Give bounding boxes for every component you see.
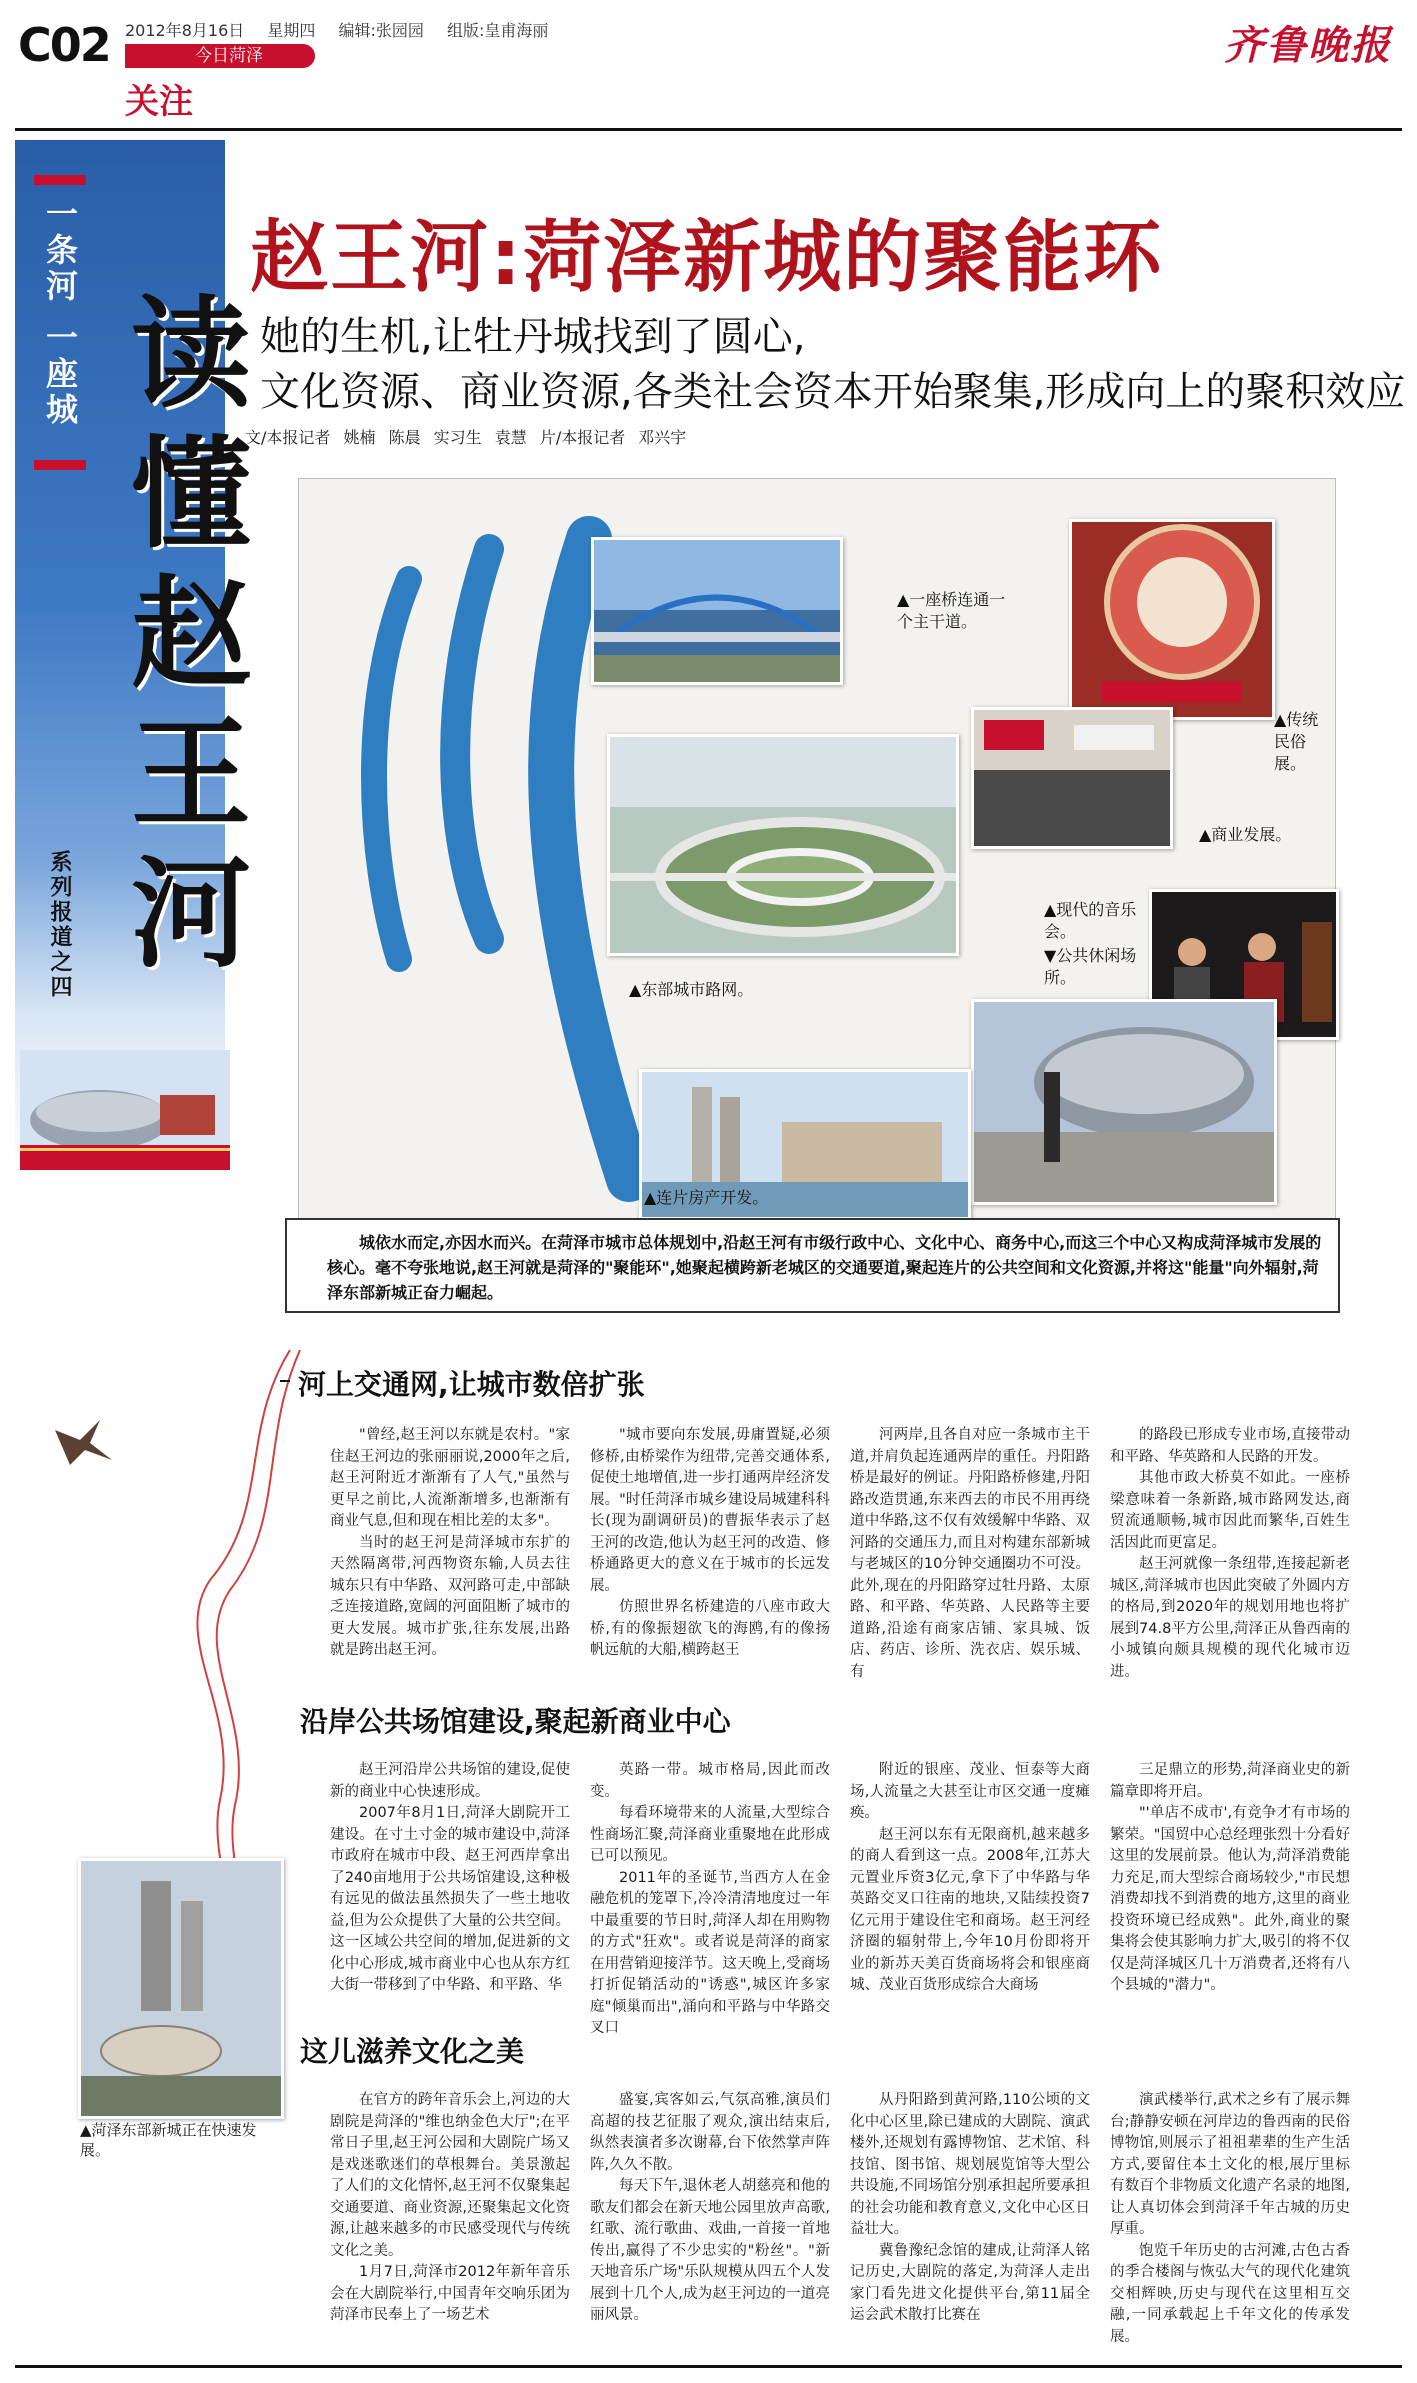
header-meta <box>125 18 566 41</box>
series-label-box <box>30 175 90 475</box>
layout-credit: 组版:皇甫海丽 <box>446 21 549 40</box>
col-commerce-1: 赵王河沿岸公共场馆的建设,促使新的商业中心快速形成。 2007年8月1日,菏泽大剧院开工建设。在寸土寸金的城市建设中,菏泽市政府在城市中段、赵王河西岸拿出了240亩地用于公共场馆建设,这种极有远见的做法虽然损失了一些土地收益,但为公众提供了大量的公共空间。这一区域公共空间的增加,促进新的文化中心形成,城市商业中心也从东方红大街一带移到了中华路、和平路、华 <box>330 1762 570 1993</box>
heron-icon <box>50 1405 120 1475</box>
folk-exhibit-photo <box>1069 519 1275 720</box>
caption-newtown: ▲菏泽东部新城正在快速发展。 <box>80 2121 257 2159</box>
section-title: 关注 <box>125 82 193 122</box>
col-commerce-4: 三足鼎立的形势,菏泽商业史的新篇章即将开启。 "'单店不成市',有竞争才有市场的繁荣。"国贸中心总经理张烈十分看好这里的发展前景。他认为,菏泽消费能力充足,而大型综合商场较少,"市民想消费却找不到消费的地方,这里的商业投资环境已经成熟"。此外,商业的聚集将会使其影响力扩大,吸引的将不仅仅是菏泽城区几十万消费者,还将有八个县城的"潜力"。 <box>1110 1762 1350 1993</box>
bridge-photo <box>591 537 843 685</box>
intro-paragraph: 城依水而定,亦因水而兴。在菏泽市城市总体规划中,沿赵王河有市级行政中心、文化中心、商务中心,而这三个中心又构成菏泽城市发展的核心。毫不夸张地说,赵王河就是菏泽的"聚能环",她聚起横跨新老城区的交通要道,聚起连片的公共空间和文化资源,并将这"能量"向外辐射,菏泽东部新城正奋力崛起。 <box>285 1218 1340 1313</box>
heading-marker <box>280 1380 290 1382</box>
series-label: 一条河 一座城 <box>41 197 79 429</box>
header-rule <box>15 128 1402 131</box>
col-culture-4: 演武楼举行,武术之乡有了展示舞台;静静安顿在河岸边的鲁西南的民俗博物馆,则展示了祖祖辈辈的生产生活方式,要留住本土文化的根,展厅里标有数百个非物质文化遗产名录的地图,让人真切体会到菏泽千年古城的历史厚重。 饱览千年历史的古河滩,古色古香的季合楼阁与恢弘大气的现代化建筑交相辉映,历史与现代在这里相互交融,一同承载起上千年文化的传承发展。 <box>1110 2092 1350 2345</box>
section-heading-commerce: 沿岸公共场馆建设,聚起新商业中心 <box>300 1705 731 1738</box>
col-commerce-2: 英路一带。城市格局,因此而改变。 每看环境带来的人流量,大型综合性商场汇聚,菏泽商业重聚地在此形成已可以预见。 2011年的圣诞节,当西方人在金融危机的笼罩下,冷冷清清地度过一年中最重要的节日时,菏泽人却在用购物的方式"狂欢"。或者说是菏泽的商家在用营销迎接洋节。这天晚上,受商场打折促销活动的"诱惑",城区许多家庭"倾巢而出",涌向和平路与中华路交叉口 <box>590 1762 830 2036</box>
col-traffic-1: "曾经,赵王河以东就是农村。"家住赵王河边的张丽丽说,2000年之后,赵王河附近才渐渐有了人气,"虽然与更早之前比,人流渐渐增多,也渐渐有商业气息,但和现在相比差的太多"。 当时的赵王河是菏泽城市东扩的天然隔离带,河西物资东输,人员去往城东只有中华路、双河路可走,中部缺乏连接道路,宽阔的河面阻断了城市的更大发展。城市扩张,往东发展,出路就是跨出赵王河。 <box>330 1427 570 1658</box>
footer-rule <box>15 2365 1402 2368</box>
caption-commerce: ▲商业发展。 <box>1199 825 1292 844</box>
commerce-photo <box>971 707 1173 849</box>
headline: 赵王河:菏泽新城的聚能环 <box>250 213 1164 303</box>
col-traffic-3: 河两岸,且各自对应一条城市主干道,并肩负起连通两岸的重任。丹阳路桥是最好的例证。丹阳路桥修建,丹阳路改造贯通,东来西去的市民不用再绕道中华路,这不仅有效缓解中华路、双河路的交通压力,而且对构建东部新城与老城区的10分钟交通圈功不可没。此外,现在的丹阳路穿过牡丹路、太原路、和平路、华英路、人民路等主要道路,沿途有商家店铺、家具城、饭店、药店、诊所、洗衣店、娱乐城、有 <box>850 1427 1090 1680</box>
newspaper-logo: 齐鲁晚报 <box>1224 22 1392 69</box>
caption-bridge: ▲一座桥连通一个主干道。 <box>897 590 1006 631</box>
byline: 文/本报记者 姚楠 陈晨 实习生 袁慧 片/本报记者 邓兴宇 <box>245 428 687 447</box>
col-commerce-3: 附近的银座、茂业、恒泰等大商场,人流量之大甚至让市区交通一度瘫痪。 赵王河以东有无限商机,越来越多的商人看到这一点。2008年,江苏大元置业斥资3亿元,拿下了中华路与华英路交叉口往南的地块,又陆续投资7亿元用于建设住宅和商场。赵王河经济圈的辐射带上,今年10月份即将开业的新苏天美百货商场将会和银座商城、茂业百货形成综合大商场 <box>850 1762 1090 1993</box>
banner-subtitle: 系列报道之四 <box>47 850 72 1000</box>
col-culture-1: 在官方的跨年音乐会上,河边的大剧院是菏泽的"维也纳金色大厅";在平常日子里,赵王河公园和大剧院广场又是戏迷歌迷们的草根舞台。美景激起了人们的文化情怀,赵王河不仅聚集起交通要道、商业资源,还聚集起文化资源,让越来越多的市民感受现代与传统文化之美。 1月7日,菏泽市2012年新年音乐会在大剧院举行,中国青年交响乐团为菏泽市民奉上了一场艺术 <box>330 2092 570 2323</box>
editor-credit: 编辑:张园园 <box>338 21 424 40</box>
photo-collage <box>298 478 1336 1220</box>
newtown-photo <box>78 1858 284 2119</box>
col-traffic-2: "城市要向东发展,毋庸置疑,必须修桥,由桥梁作为纽带,完善交通体系,促使土地增值,进一步打通两岸经济发展。"时任菏泽市城乡建设局城建科科长(现为副调研员)的曹振华表示了赵王河的改造,他认为赵王河的改造、修桥通路更大的意义在于城市的长远发展。 仿照世界名桥建造的八座市政大桥,有的像振翅欲飞的海鸥,有的像扬帆远航的大船,横跨赵王 <box>590 1427 830 1658</box>
leisure-photo <box>971 999 1277 1205</box>
theatre-photo <box>20 1050 230 1170</box>
col-traffic-4: 的路段已形成专业市场,直接带动和平路、华英路和人民路的开发。 其他市政大桥莫不如此。一座桥梁意味着一条新路,城市路网发达,商贸流通顺畅,城市因此而繁华,百姓生活因此而更富足。 赵王河就像一条纽带,连接起新老城区,菏泽城市也因此突破了外圆内方的格局,到2020年的规划用地也将扩展到74.8平方公里,菏泽正从鲁西南的小城镇向颇具规模的现代化城市迈进。 <box>1110 1427 1350 1680</box>
issue-weekday: 星期四 <box>267 21 316 40</box>
caption-leisure: ▼公共休闲场所。 <box>1044 946 1137 987</box>
deck-line-2: 文化资源、商业资源,各类社会资本开始聚集,形成向上的聚积效应 <box>260 369 1406 415</box>
caption-folk: ▲传统民俗展。 <box>1274 710 1319 773</box>
bracket-bottom <box>34 460 86 470</box>
interchange-photo <box>607 734 959 956</box>
col-culture-3: 从丹阳路到黄河路,110公顷的文化中心区里,除已建成的大剧院、演武楼外,还规划有露博物馆、艺术馆、科技馆、图书馆、规划展览馆等大型公共设施,不同场馆分别承担起所要承担的社会功能和教育意义,文化中心区日益壮大。 冀鲁豫纪念馆的建成,让菏泽人铭记历史,大剧院的落定,为菏泽人走出家门看先进文化提供平台,第11届全运会武术散打比赛在 <box>850 2092 1090 2323</box>
deck-line-1: 她的生机,让牡丹城找到了圆心, <box>260 314 806 360</box>
issue-date: 2012年8月16日 <box>125 21 245 40</box>
caption-interchange: ▲东部城市路网。 <box>629 980 754 999</box>
caption-concert: ▲现代的音乐会。 <box>1044 900 1137 941</box>
section-heading-culture: 这儿滋养文化之美 <box>300 2035 525 2068</box>
section-tag: 今日菏泽 <box>125 44 315 68</box>
col-culture-2: 盛宴,宾客如云,气氛高雅,演员们高超的技艺征服了观众,演出结束后,纵然表演者多次谢幕,台下依然掌声阵阵,久久不散。 每天下午,退休老人胡慈亮和他的歌友们都会在新天地公园里放声高歌,红歌、流行歌曲、戏曲,一首接一首地传出,赢得了不少忠实的"粉丝"。"新天地音乐广场"乐队规模从四五个人发展到十几个人,成为赵王河边的一道亮丽风景。 <box>590 2092 830 2323</box>
caption-housing: ▲连片房产开发。 <box>644 1188 769 1207</box>
bracket-top <box>34 175 86 185</box>
section-heading-traffic: 河上交通网,让城市数倍扩张 <box>298 1368 645 1401</box>
page-number: C02 <box>18 18 110 72</box>
banner-title: 读懂赵王河 <box>111 290 252 990</box>
